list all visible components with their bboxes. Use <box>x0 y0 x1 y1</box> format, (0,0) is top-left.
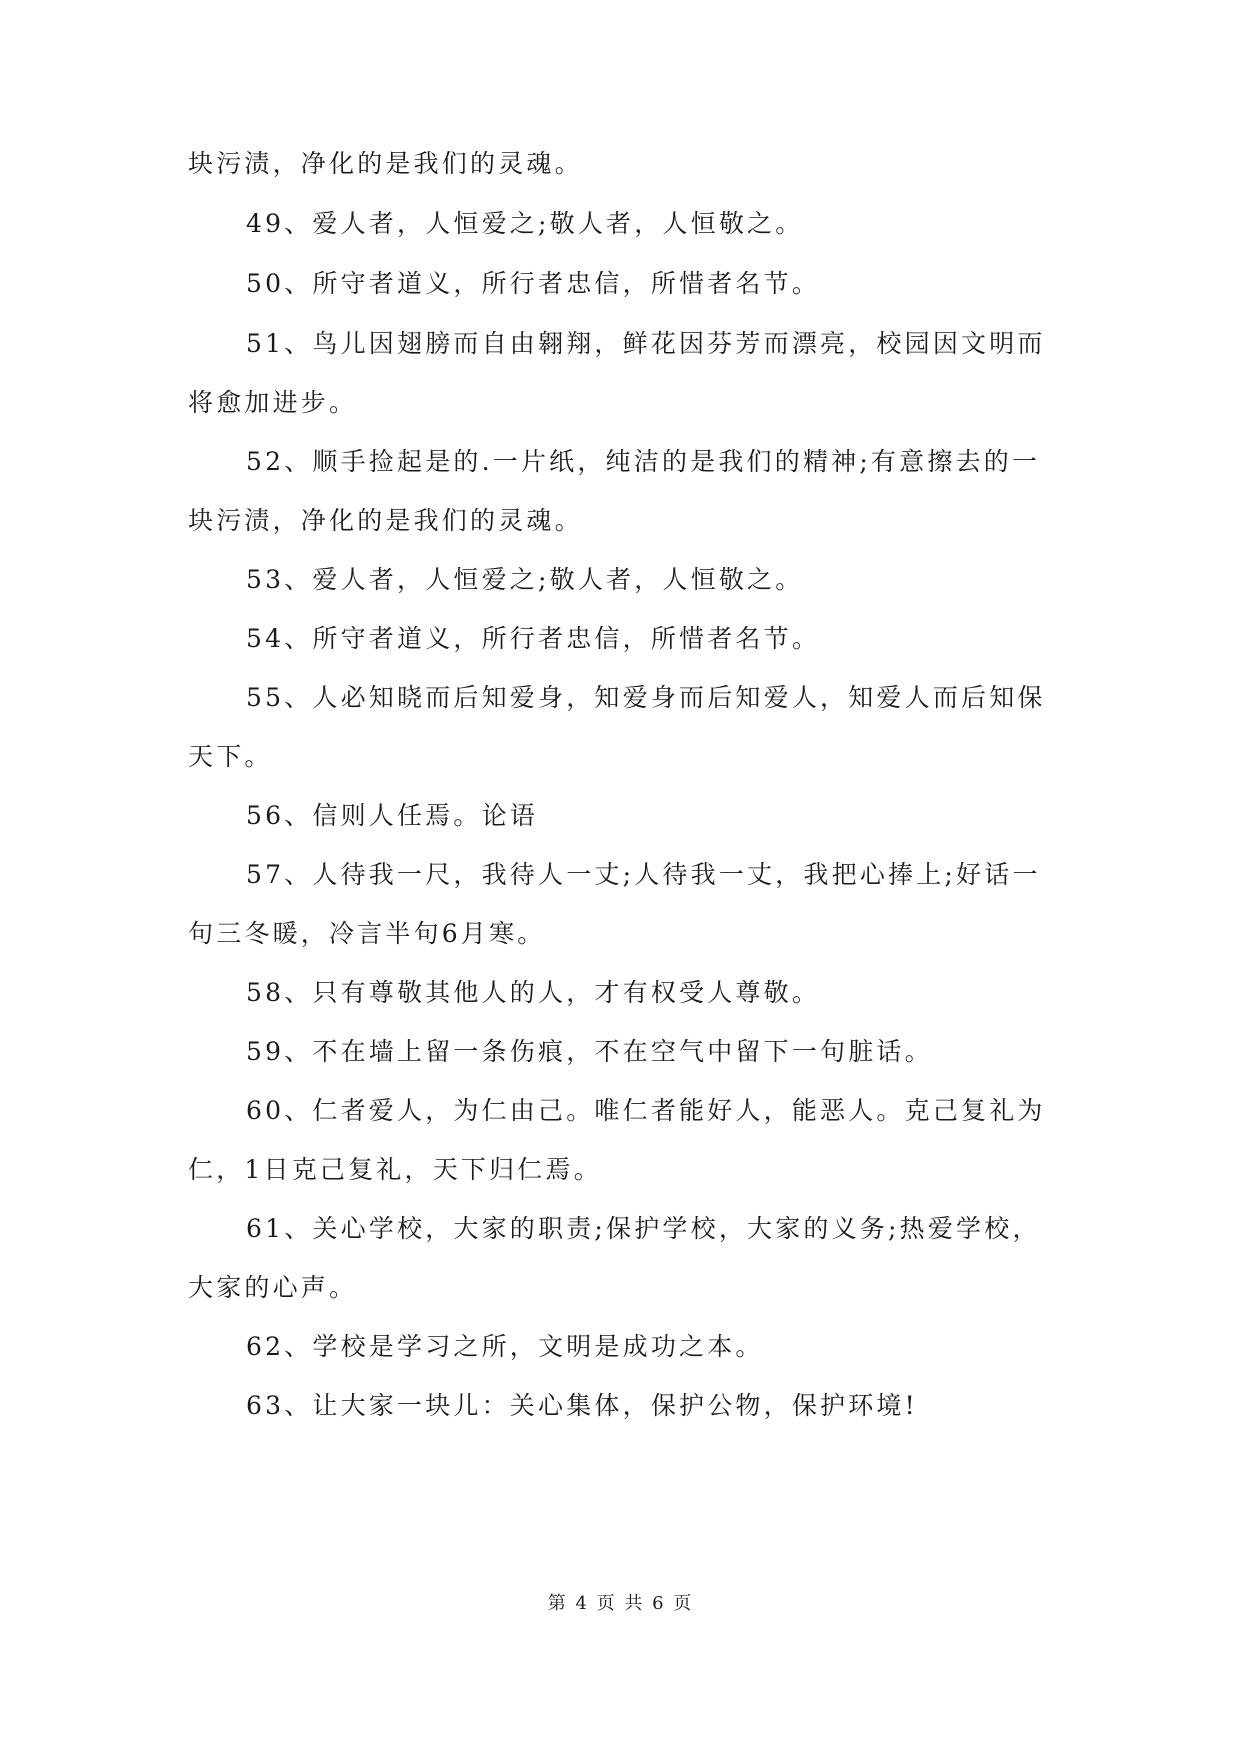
paragraph-line: 54、所守者道义，所行者忠信，所惜者名节。 <box>246 624 821 653</box>
paragraph-line: 55、人必知晓而后知爱身，知爱身而后知爱人，知爱人而后知保 <box>246 683 1046 712</box>
paragraph-line: 59、不在墙上留一条伤痕，不在空气中留下一句脏话。 <box>246 1037 933 1066</box>
paragraph-line: 53、爱人者，人恒爱之;敬人者，人恒敬之。 <box>246 565 804 594</box>
paragraph-line: 61、关心学校，大家的职责;保护学校，大家的义务;热爱学校， <box>246 1214 1041 1243</box>
paragraph-line: 62、学校是学习之所，文明是成功之本。 <box>246 1332 764 1361</box>
paragraph-line: 51、鸟儿因翅膀而自由翱翔，鲜花因芬芳而漂亮，校园因文明而 <box>246 329 1046 358</box>
paragraph-line: 58、只有尊敬其他人的人，才有权受人尊敬。 <box>246 978 821 1007</box>
paragraph-line: 将愈加进步。 <box>188 388 358 417</box>
paragraph-line: 63、让大家一块儿：关心集体，保护公物，保护环境! <box>246 1391 918 1420</box>
paragraph-line: 大家的心声。 <box>188 1273 358 1302</box>
paragraph-line: 56、信则人任焉。论语 <box>246 801 539 830</box>
paragraph-line: 块污渍，净化的是我们的灵魂。 <box>188 506 583 535</box>
paragraph-line: 天下。 <box>188 742 273 771</box>
paragraph-line: 60、仁者爱人，为仁由己。唯仁者能好人，能恶人。克己复礼为 <box>246 1096 1046 1125</box>
paragraph-line: 仁，1日克己复礼，天下归仁焉。 <box>188 1155 602 1184</box>
page-number-footer: 第 4 页 共 6 页 <box>547 1593 694 1614</box>
paragraph-line: 块污渍，净化的是我们的灵魂。 <box>188 149 583 178</box>
paragraph-line: 57、人待我一尺，我待人一丈;人待我一丈，我把心捧上;好话一 <box>246 860 1041 889</box>
paragraph-line: 49、爱人者，人恒爱之;敬人者，人恒敬之。 <box>246 209 804 238</box>
paragraph-line: 50、所守者道义，所行者忠信，所惜者名节。 <box>246 269 821 298</box>
paragraph-line: 52、顺手捡起是的.一片纸，纯洁的是我们的精神;有意擦去的一 <box>246 447 1041 476</box>
paragraph-line: 句三冬暖，冷言半句6月寒。 <box>188 919 546 948</box>
